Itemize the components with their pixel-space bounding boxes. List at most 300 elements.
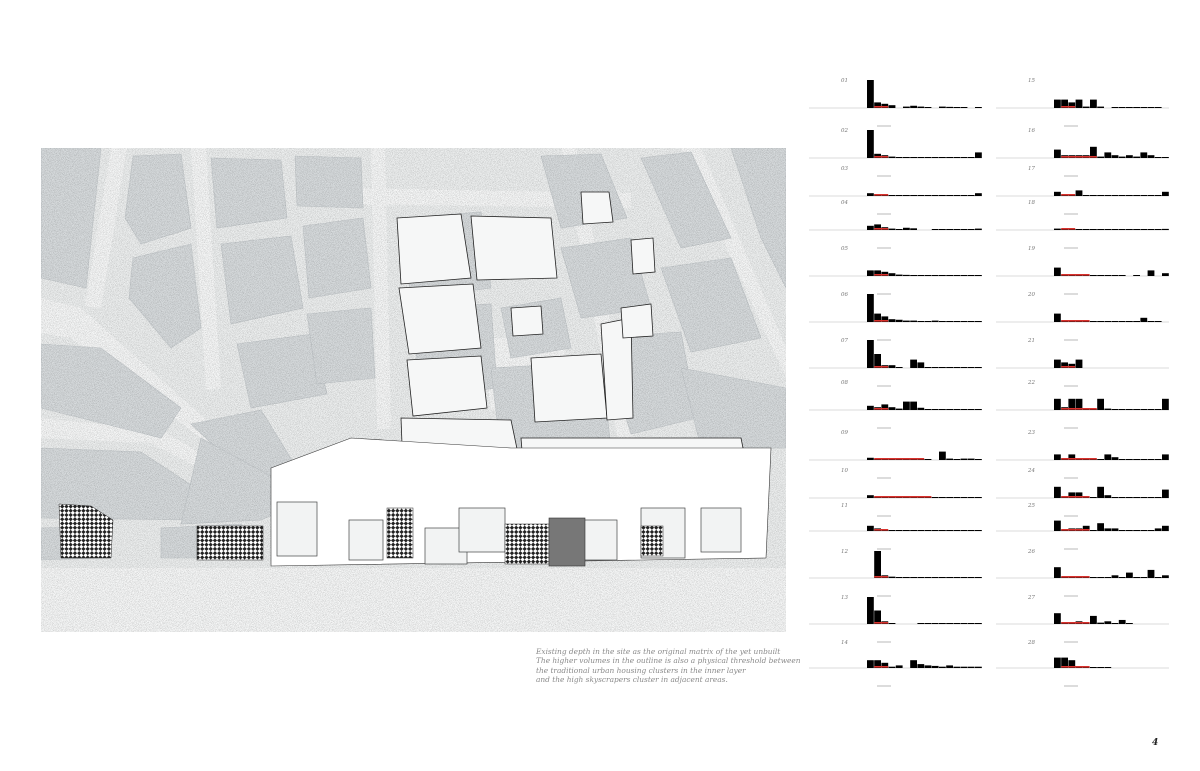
bar [917, 362, 924, 368]
bar [881, 497, 888, 498]
caption-line-4: and the high skyscrapers cluster in adjacent areas. [536, 674, 728, 684]
panel-label: 13 [841, 595, 848, 601]
bar [896, 530, 903, 531]
bar [896, 497, 903, 498]
bar [939, 195, 946, 196]
panel-chart [996, 549, 1169, 604]
bar [1126, 623, 1133, 624]
panel-label: 06 [841, 292, 848, 298]
bar [1104, 152, 1111, 158]
bar [903, 195, 910, 196]
bar [946, 157, 953, 158]
bar [1068, 155, 1075, 158]
bar [1090, 459, 1097, 460]
bar [1090, 616, 1097, 624]
bar [1126, 409, 1133, 410]
panel-chart [809, 292, 982, 348]
bar [953, 577, 960, 578]
bar [975, 367, 982, 368]
bar [903, 228, 910, 230]
bar [932, 666, 939, 668]
panel-chart [809, 549, 982, 604]
bar [867, 597, 874, 624]
bar [874, 194, 881, 196]
bar [953, 157, 960, 158]
bar [975, 275, 982, 276]
bar [939, 321, 946, 322]
panel-chart [996, 595, 1169, 650]
bar [1148, 195, 1155, 196]
bar [961, 157, 968, 158]
bar [953, 195, 960, 196]
bar [1054, 150, 1061, 158]
bar [1054, 487, 1061, 498]
bar [946, 623, 953, 624]
bar [889, 195, 896, 196]
bar [961, 229, 968, 230]
panel-chart [809, 380, 982, 436]
bar [1133, 195, 1140, 196]
bar [953, 367, 960, 368]
bar [961, 195, 968, 196]
bar [961, 409, 968, 410]
bar [946, 459, 953, 460]
bar [1076, 528, 1083, 531]
bar [903, 157, 910, 158]
bar [917, 577, 924, 578]
bar [1126, 195, 1133, 196]
bar [1076, 621, 1083, 624]
bar [968, 275, 975, 276]
bar [968, 459, 975, 460]
bar [939, 409, 946, 410]
bar [1068, 454, 1075, 460]
bar [939, 107, 946, 108]
bar [1083, 107, 1090, 108]
bar [889, 229, 896, 230]
bar [1112, 497, 1119, 498]
bar [1104, 409, 1111, 410]
bar [1162, 157, 1169, 158]
bar [910, 660, 917, 668]
bar [1148, 409, 1155, 410]
bar [1140, 195, 1147, 196]
bar [910, 360, 917, 368]
bar [1140, 152, 1147, 158]
bar [1076, 577, 1083, 578]
bar [953, 229, 960, 230]
bar [953, 107, 960, 108]
bar [1126, 459, 1133, 460]
panel-label: 17 [1028, 166, 1035, 172]
panel-label: 14 [841, 640, 848, 646]
bar [925, 497, 932, 498]
bar [1076, 190, 1083, 196]
bar [1155, 321, 1162, 322]
bar [874, 154, 881, 158]
panel-label: 07 [841, 338, 848, 344]
bar [889, 577, 896, 578]
bar [925, 107, 932, 108]
bar [910, 402, 917, 410]
bar [867, 458, 874, 460]
bar [1061, 321, 1068, 322]
bar [1155, 409, 1162, 410]
bar [961, 667, 968, 668]
bar [867, 130, 874, 158]
bar [1126, 530, 1133, 531]
bar [1090, 530, 1097, 531]
bar [1119, 577, 1126, 578]
bar [917, 530, 924, 531]
bar [896, 229, 903, 230]
bar [874, 611, 881, 625]
bar [939, 530, 946, 531]
bar [874, 660, 881, 668]
bar [889, 157, 896, 158]
panel-chart [996, 338, 1169, 394]
bar [1068, 364, 1075, 368]
bar [903, 459, 910, 460]
bar [961, 623, 968, 624]
bar [1112, 457, 1119, 460]
bar [1054, 192, 1061, 196]
bar [896, 195, 903, 196]
panel-chart [996, 640, 1169, 694]
bar [1090, 497, 1097, 498]
bar [1083, 155, 1090, 158]
bar [975, 577, 982, 578]
bar [1112, 195, 1119, 196]
bar [1155, 459, 1162, 460]
bar [953, 275, 960, 276]
bar [1104, 321, 1111, 322]
panel-label: 22 [1028, 380, 1035, 386]
panel-chart [996, 430, 1169, 486]
bar [881, 575, 888, 578]
caption-line-3: the traditional urban housing clusters in the inner layer [536, 665, 746, 675]
bar [1068, 399, 1075, 410]
bar [917, 497, 924, 498]
bar [1119, 157, 1126, 158]
bar [1112, 275, 1119, 276]
bar [903, 577, 910, 578]
bar [975, 409, 982, 410]
bar [917, 459, 924, 460]
bar [968, 530, 975, 531]
bar [881, 404, 888, 410]
bar [896, 367, 903, 368]
bar [925, 367, 932, 368]
bar [1076, 155, 1083, 158]
bar [932, 367, 939, 368]
bar [1119, 530, 1126, 531]
bar [1054, 360, 1061, 368]
bar [910, 530, 917, 531]
panel-label: 15 [1028, 78, 1035, 84]
bar [939, 497, 946, 498]
bar [1162, 526, 1169, 531]
bar [961, 459, 968, 460]
bar [1083, 459, 1090, 460]
bar [1133, 275, 1140, 276]
bar [975, 530, 982, 531]
bar [910, 321, 917, 322]
bar [1068, 577, 1075, 578]
bar [1104, 528, 1111, 531]
bar [1068, 321, 1075, 322]
bar [946, 229, 953, 230]
bar [903, 497, 910, 498]
bar [925, 321, 932, 322]
bar [1140, 497, 1147, 498]
bar [968, 367, 975, 368]
bar [896, 275, 903, 276]
bar [889, 530, 896, 531]
bar [953, 623, 960, 624]
bar [1133, 530, 1140, 531]
bar [961, 107, 968, 108]
bar [1076, 100, 1083, 108]
bar [1126, 107, 1133, 108]
bar [1112, 623, 1119, 624]
bar [946, 497, 953, 498]
bar [1104, 195, 1111, 196]
bar [889, 459, 896, 460]
bar [1083, 577, 1090, 578]
bar [1112, 409, 1119, 410]
bar [925, 275, 932, 276]
bar [925, 157, 932, 158]
bar [903, 275, 910, 276]
bar [1133, 321, 1140, 322]
bar [939, 623, 946, 624]
bar [1054, 314, 1061, 322]
bar [1083, 409, 1090, 410]
panel-chart [996, 246, 1169, 302]
bar [968, 409, 975, 410]
bar [1162, 229, 1169, 230]
bar [1119, 107, 1126, 108]
bar [932, 157, 939, 158]
bar [1162, 273, 1169, 276]
panel-chart [809, 430, 982, 486]
bar [1068, 102, 1075, 108]
bar [968, 667, 975, 668]
panel-chart [809, 503, 982, 557]
bar [1076, 321, 1083, 322]
bar [968, 497, 975, 498]
bar [975, 107, 982, 108]
bar [946, 577, 953, 578]
bar [939, 367, 946, 368]
bar [1054, 229, 1061, 230]
bar [932, 530, 939, 531]
bar [1061, 407, 1068, 410]
bar [1119, 229, 1126, 230]
panel-label: 12 [841, 549, 848, 555]
bar [910, 195, 917, 196]
bar [1162, 454, 1169, 460]
bar [1083, 229, 1090, 230]
bar [910, 497, 917, 498]
panel-label: 19 [1028, 246, 1035, 252]
bar [1097, 523, 1104, 531]
bar [1133, 409, 1140, 410]
bar [1155, 528, 1162, 531]
bar [896, 157, 903, 158]
panel-label: 26 [1028, 549, 1035, 555]
bar [1155, 195, 1162, 196]
bar [1119, 321, 1126, 322]
bar [874, 314, 881, 322]
bar [903, 402, 910, 410]
bar [1148, 321, 1155, 322]
bar [1061, 362, 1068, 368]
bar [946, 107, 953, 108]
panel-chart [809, 595, 982, 650]
bar [925, 459, 932, 460]
bar [889, 667, 896, 668]
bar [1126, 497, 1133, 498]
bar [1162, 575, 1169, 578]
panel-label: 16 [1028, 128, 1035, 134]
bar [961, 367, 968, 368]
bar [903, 107, 910, 108]
bar [889, 319, 896, 322]
bar [1090, 577, 1097, 578]
panel-chart [809, 166, 982, 222]
bar [953, 459, 960, 460]
bar [1104, 454, 1111, 460]
bar [881, 227, 888, 230]
bar [1140, 107, 1147, 108]
bar [881, 195, 888, 196]
bar [925, 577, 932, 578]
bar [881, 104, 888, 108]
bar [1054, 567, 1061, 578]
bar [874, 459, 881, 460]
panel-chart [996, 380, 1169, 436]
bar [874, 224, 881, 230]
bar [1133, 577, 1140, 578]
bar [881, 316, 888, 322]
bar [1133, 157, 1140, 158]
bar [917, 321, 924, 322]
bar [1076, 360, 1083, 368]
bar [896, 320, 903, 322]
panel-label: 05 [841, 246, 848, 252]
bar [1083, 526, 1090, 531]
bar [910, 577, 917, 578]
bar [1076, 492, 1083, 498]
bar [1054, 521, 1061, 531]
bar [946, 275, 953, 276]
bar [975, 229, 982, 230]
bar [1112, 155, 1119, 158]
panel-chart [996, 78, 1169, 134]
bar [1061, 100, 1068, 108]
bar [1140, 459, 1147, 460]
panel-chart [996, 468, 1169, 524]
bar [896, 577, 903, 578]
bar [932, 409, 939, 410]
panel-label: 28 [1028, 640, 1035, 646]
bar [1148, 270, 1155, 276]
bar [932, 321, 939, 322]
bar [932, 229, 939, 230]
bar [939, 667, 946, 668]
bar [874, 528, 881, 531]
bar [889, 497, 896, 498]
bar [968, 321, 975, 322]
panel-chart [809, 200, 982, 256]
bar [917, 408, 924, 410]
bar [1119, 409, 1126, 410]
bar [975, 623, 982, 624]
bar [1097, 667, 1104, 668]
bar [932, 497, 939, 498]
bar [1068, 492, 1075, 498]
panel-chart [996, 200, 1169, 256]
bar [881, 621, 888, 624]
bar [1148, 530, 1155, 531]
site-depth-map [41, 148, 786, 632]
bar [1054, 399, 1061, 410]
bar [1090, 100, 1097, 108]
bar [939, 577, 946, 578]
bar [1126, 321, 1133, 322]
bar [1061, 658, 1068, 668]
bar [1054, 658, 1061, 668]
bar [917, 664, 924, 668]
bar [975, 497, 982, 498]
bar [867, 80, 874, 108]
bar [917, 275, 924, 276]
bar [910, 275, 917, 276]
bar [975, 193, 982, 196]
bar [975, 152, 982, 158]
bar [1083, 275, 1090, 276]
bar [932, 623, 939, 624]
bar [925, 665, 932, 668]
panel-label: 20 [1028, 292, 1035, 298]
bar [1119, 497, 1126, 498]
bar [867, 526, 874, 531]
bar [1119, 275, 1126, 276]
bar [1112, 107, 1119, 108]
bar [1090, 409, 1097, 410]
bar [1133, 107, 1140, 108]
bar [968, 229, 975, 230]
bar [1090, 195, 1097, 196]
bar [1104, 667, 1111, 668]
panel-label: 04 [841, 200, 848, 206]
bar [1054, 100, 1061, 108]
bar [881, 530, 888, 531]
bar [1148, 107, 1155, 108]
bar [968, 157, 975, 158]
bar [889, 365, 896, 368]
bar [932, 195, 939, 196]
bar [961, 530, 968, 531]
bar [1140, 229, 1147, 230]
bar [881, 272, 888, 276]
bar [961, 321, 968, 322]
panel-chart [809, 128, 982, 184]
bar [874, 102, 881, 108]
bar [1083, 667, 1090, 668]
